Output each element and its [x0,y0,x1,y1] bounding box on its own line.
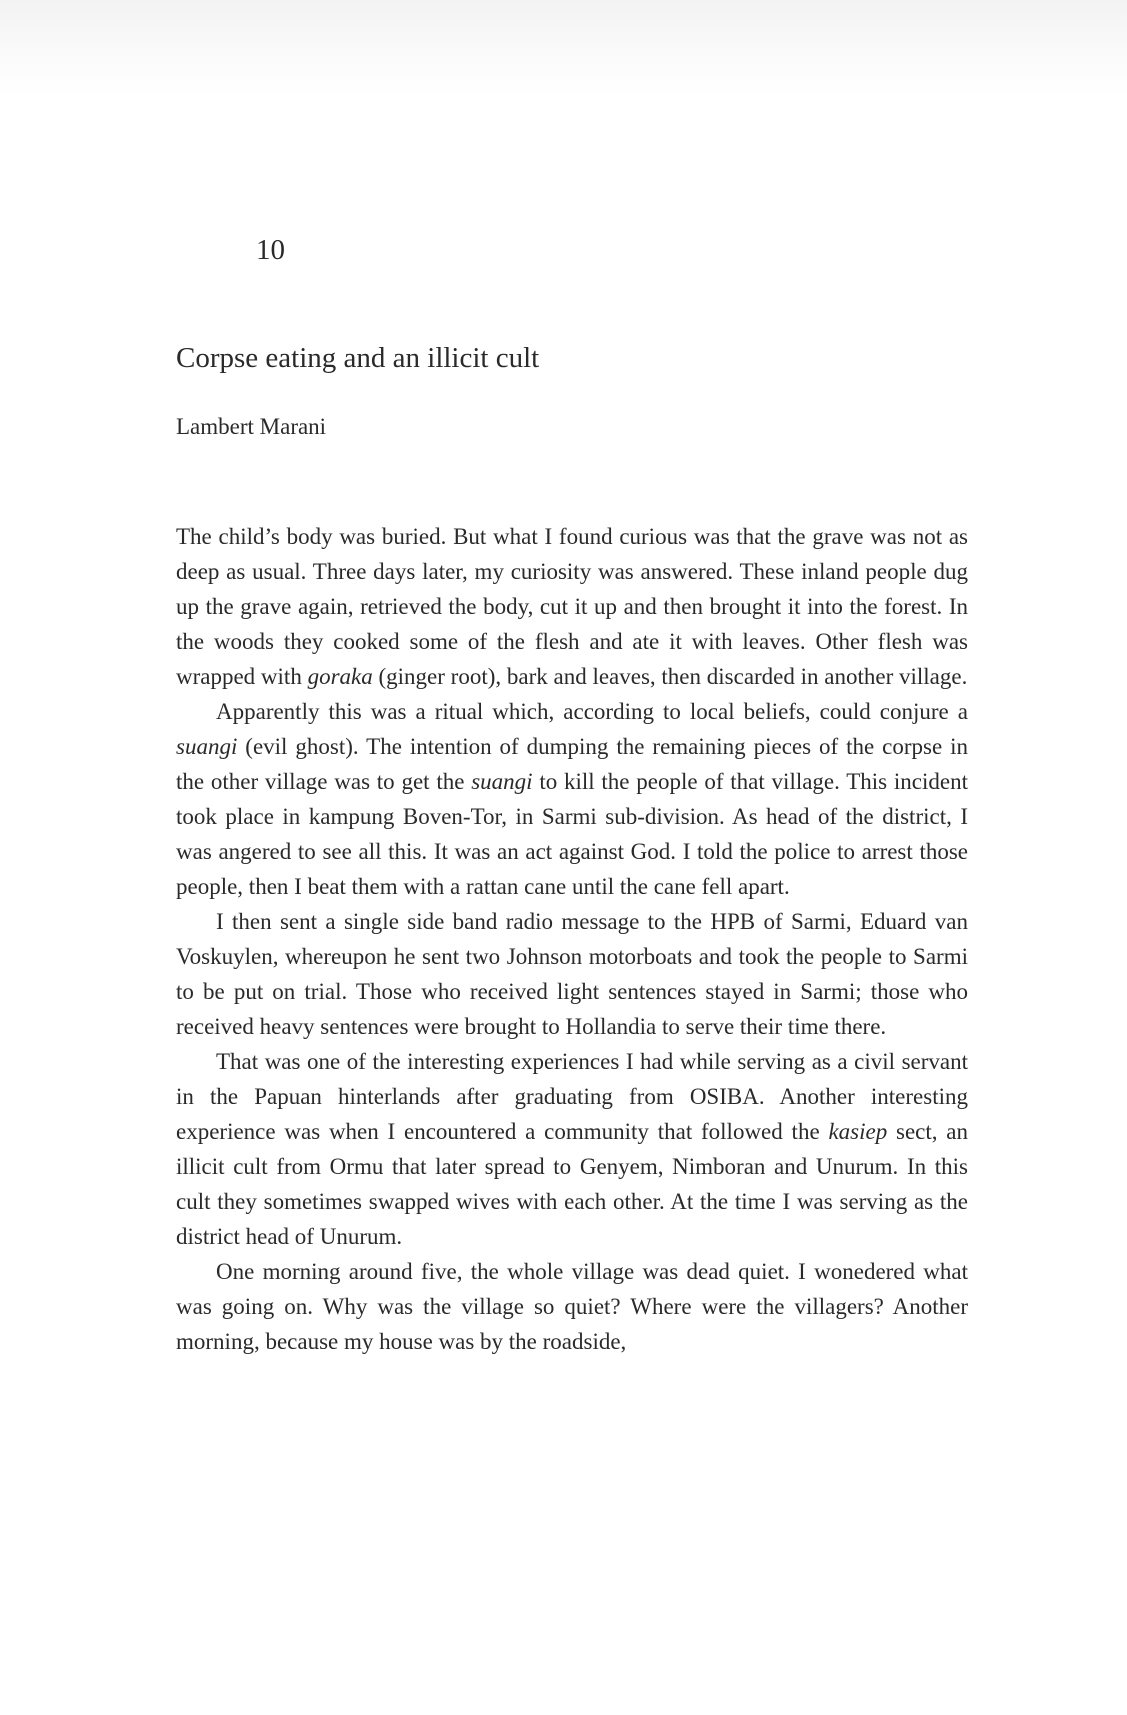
paragraph-text: (ginger root), bark and leaves, then discarded in another village. [372,664,968,689]
paragraph-text: That was one of the interesting experiences I had while serving as a civil servant in the Papuan hinterlands after graduating from OSIBA. Another interesting experience was when I encountered a community that followed the [176,1049,968,1144]
chapter-body [176,519,968,1359]
chapter-number: 10 [256,234,285,266]
italic-term: suangi [471,769,533,794]
paragraph-text: to kill the people of that village. This incident took place in kampung Boven-Tor, in Sarmi sub-division. As head of the district, I was angered to see all this. It was an act against God. I told the police to arrest those people, then I beat them with a rattan cane until the cane fell apart. [176,769,968,899]
chapter-author: Lambert Marani [176,414,327,439]
paragraph-text: (evil ghost). The intention of dumping the remaining pieces of the corpse in the other village was to get the [176,734,968,794]
chapter-title: Corpse eating and an illicit cult [176,342,540,374]
paragraph-3: I then sent a single side band radio message to the HPB of Sarmi, Eduard van Voskuylen, whereupon he sent two Johnson motorboats and took the people to Sarmi to be put on trial. Those who received light sentences stayed in Sarmi; those who received heavy sentences were brought to Hollandia to serve their time there. [176,909,968,1039]
paragraph-1 [176,519,968,694]
italic-term: kasiep [828,1119,888,1144]
italic-term: goraka [307,664,373,689]
italic-term: suangi [176,734,238,759]
paragraph-4 [176,1044,968,1254]
page-top-shadow [0,0,1127,95]
paragraph-2 [176,694,968,904]
paragraph-text: Apparently this was a ritual which, according to local beliefs, could conjure a [216,699,968,724]
paragraph-text: The child’s body was buried. But what I found curious was that the grave was not as deep as usual. Three days later, my curiosity was answered. These inland people dug up the grave again, retrieved the body, cut it up and then brought it into the forest. In the woods they cooked some of the flesh and ate it with leaves. Other flesh was wrapped with [176,524,968,689]
paragraph-text: sect, an illicit cult from Ormu that later spread to Genyem, Nimboran and Unurum. In this cult they sometimes swapped wives with each other. At the time I was serving as the district head of Unurum. [176,1119,968,1249]
paragraph-5: One morning around five, the whole village was dead quiet. I wonedered what was going on. Why was the village so quiet? Where were the villagers? Another morning, because my house was by the roadside, [176,1259,968,1354]
